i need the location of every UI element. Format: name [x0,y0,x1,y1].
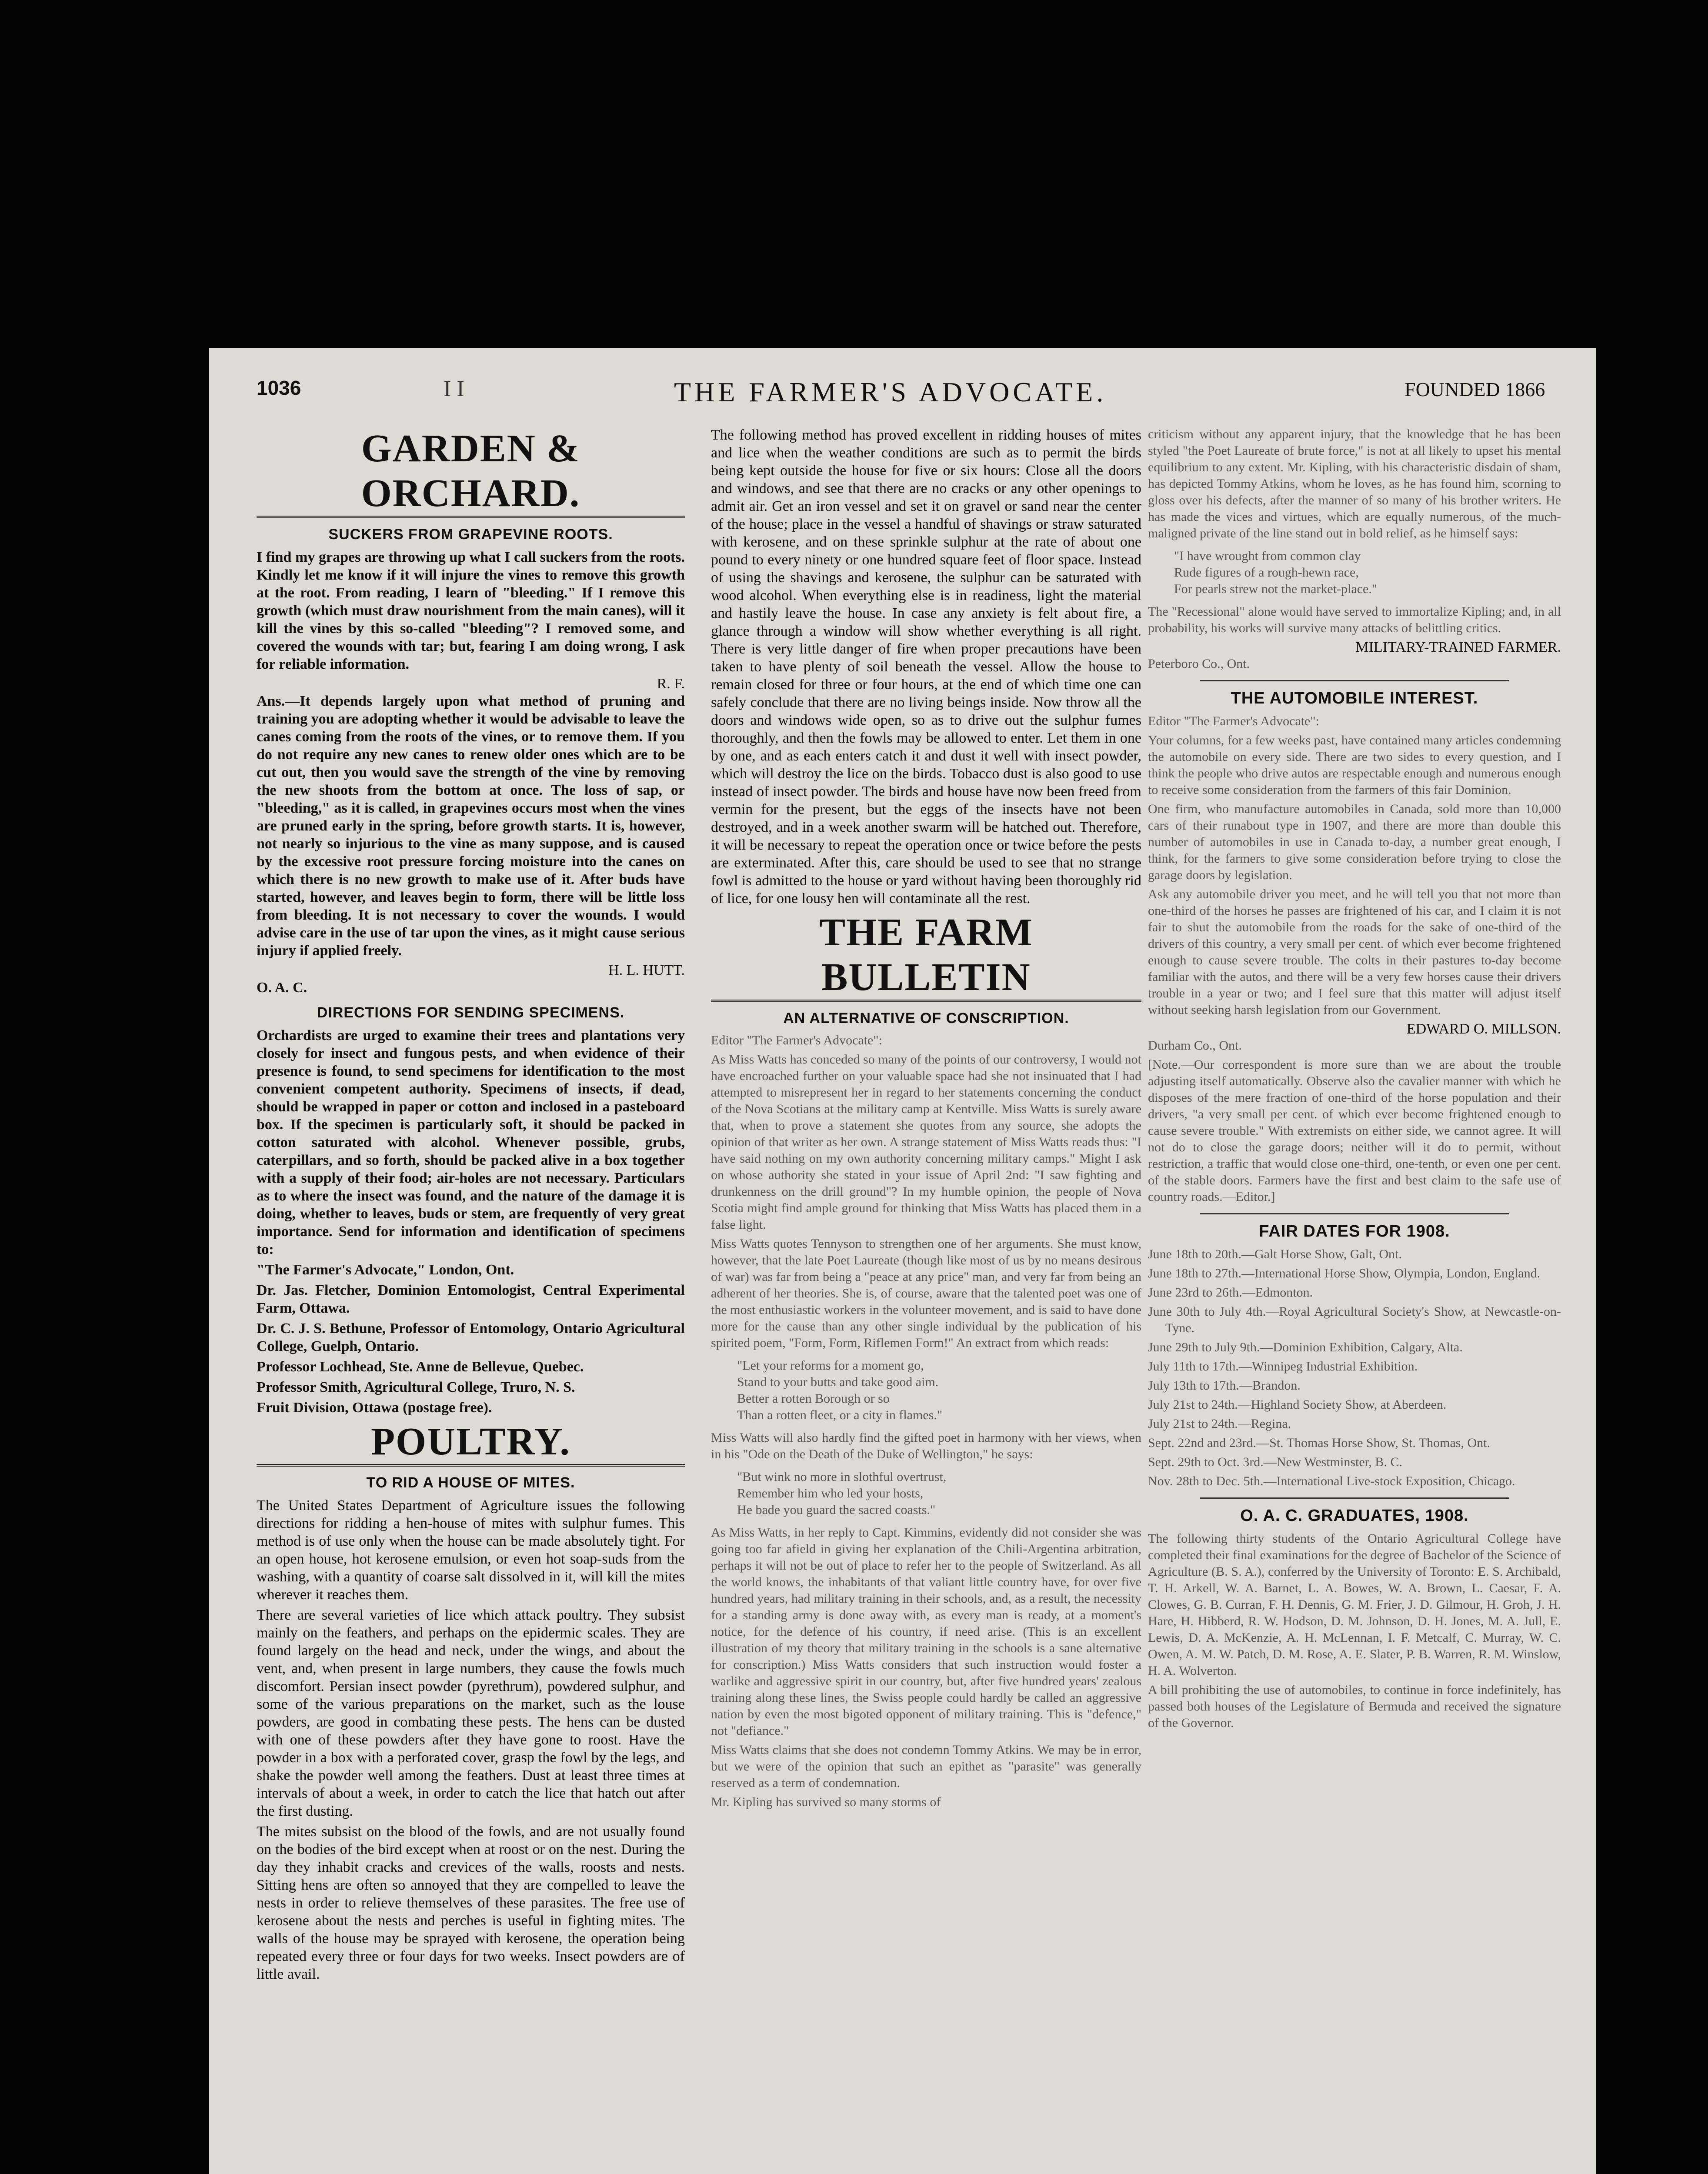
poem-line: "I have wrought from common clay [1174,549,1361,563]
section-banner-poultry: POULTRY. [257,1419,685,1467]
article-paragraph: Miss Watts quotes Tennyson to strengthen one of her arguments. She must know, however, that the late Poet Laureate (though like most of us by no means desirous of war) was far from being a "peace at any price" man, and very far from being an adherent of her theories. She is, of course, aware that the talented poet was one of the most enthusiastic workers in the volunteer movement, and is said to have done more for the cause than any other single individual by the publication of his spirited poem, "Form, Form, Riflemen Form!" An extract from which reads: [711,1237,1141,1350]
fair-date-item: June 18th to 20th.—Galt Horse Show, Galt, Ont. [1148,1247,1402,1261]
fair-date-item: June 18th to 27th.—International Horse Show, Olympia, London, England. [1148,1266,1541,1280]
divider [1200,1497,1509,1499]
article-paragraph: Miss Watts will also hardly find the gifted poet in harmony with her views, when in his "Ode on the Death of the Duke of Wellington," he says: [711,1430,1141,1461]
section-banner-farm-bulletin: THE FARM BULLETIN [711,910,1141,1002]
article-paragraph: I find my grapes are throwing up what I call suckers from the roots. Kindly let me know if it will injure the vines to remove this growth at the root. From reading, I learn of "bleeding." If I remove this growth (which must draw nourishment from the main canes), will it kill the vines by this so-called "bleeding"? I removed some, and covered the wounds with tar; but, fearing I am doing wrong, I ask for reliable information. [257,549,685,672]
fair-date-item: July 13th to 17th.—Brandon. [1148,1378,1301,1393]
article-paragraph: The United States Department of Agriculture issues the following directions for ridding a hen-house of mites with sulphur fumes. This method is of use only when the house can be made absolutely tight. For an open house, hot kerosene emulsion, or even hot soap-suds from the washing, with a quantity of coarse salt dissolved in it, will kill the mites wherever it reaches them. [257,1497,685,1603]
article-paragraph: The mites subsist on the blood of the fowls, and are not usually found on the bodies of the bird except when at roost or on the nest. During the day they inhabit cracks and crevices of the walls, roosts and nests. Sitting hens are often so annoyed that they are compelled to leave the nests in order to relieve themselves of these parasites. The free use of kerosene about the nests and perches is useful in fighting mites. The walls of the house may be sprayed with kerosene, the operation being repeated every three or four days for two weeks. Insect powders are of little avail. [257,1824,685,1982]
poem-line: For pearls strew not the market-place." [1174,582,1378,596]
signature: MILITARY-TRAINED FARMER. [1355,639,1561,655]
editor-line: Editor "The Farmer's Advocate": [711,1033,882,1047]
poem-quote [737,1469,1141,1518]
signature: H. L. HUTT. [608,962,685,978]
fair-dates-list [1148,1246,1561,1490]
fair-date-item: Nov. 28th to Dec. 5th.—International Live-stock Exposition, Chicago. [1148,1474,1515,1488]
fair-date-item: July 21st to 24th.—Highland Society Show, at Aberdeen. [1148,1397,1447,1412]
fair-date-item: July 11th to 17th.—Winnipeg Industrial Exhibition. [1148,1359,1418,1374]
editor-note: [Note.—Our correspondent is more sure than we are about the trouble adjusting itself automatically. Observe also the cavalier manner with which he disposes of the mere fraction of one-third of the horse population and their drivers, "a very small per cent. of which ever become frightened enough to cause severe trouble." With extremists on either side, we cannot agree. It will not do to close the garage doors; neither will it do to permit, without restriction, a traffic that would close one-third, one-tenth, or even one per cent. of the stable doors. Farmers have the first and best claim to the safe use of country roads.—Editor.] [1148,1057,1561,1204]
founded-line: FOUNDED 1866 [1404,378,1545,400]
editor-line: Editor "The Farmer's Advocate": [1148,714,1319,728]
poem-line: Rude figures of a rough-hewn race, [1174,565,1359,580]
article-paragraph: A bill prohibiting the use of automobiles, to continue in force indefinitely, has passed both houses of the Legislature of Bermuda and received the signature of the Governor. [1148,1683,1561,1730]
column-2 [711,426,1141,1813]
poem-quote [1174,548,1561,597]
article-paragraph: Miss Watts claims that she does not condemn Tommy Atkins. We may be in error, but we were of the opinion that such an epithet as "parasite" was generally reserved as a term of condemnation. [711,1743,1141,1790]
place-line: Durham Co., Ont. [1148,1038,1242,1053]
masthead: THE FARMER'S ADVOCATE. [674,377,1107,407]
poem-line: Stand to your butts and take good aim. [737,1375,939,1389]
article-paragraph: There are several varieties of lice which attack poultry. They subsist mainly on the feathers, and perhaps on the epidermic scales. They are found largely on the head and neck, under the wings, and about the vent, and, when present in large numbers, they cause the fowls much discomfort. Persian insect powder (pyrethrum), powdered sulphur, and some of the various preparations on the market, such as the louse powders, are good in combating these pests. The hens can be dusted with one of these powders after they have gone to roost. Have the powder in a box with a perforated cover, grasp the fowl by the legs, and shake the powder well among the feathers. Dust at least three times at intervals of about a week, in order to catch the lice that hatch out after the first dusting. [257,1607,685,1819]
poem-quote [737,1357,1141,1424]
fair-date-item: June 29th to July 9th.—Dominion Exhibition, Calgary, Alta. [1148,1340,1463,1354]
poem-line: Than a rotten fleet, or a city in flames." [737,1408,943,1422]
article-paragraph: As Miss Watts has conceded so many of the points of our controversy, I would not have encroached further on your valuable space had she not insinuated that I had attempted to misrepresent her in regard to her statements concerning the conduct of the Nova Scotians at the military camp at Kentville. Miss Watts is surely aware that, when to prove a statement she quotes from any source, she adopts the opinion of that writer as her own. A strange statement of Miss Watts reads thus: "I have said nothing on my own authority concerning military camps." Might I ask on whose authority she stated in your issue of April 2nd: "I saw fighting and drunkenness on the drill ground"? In my humble opinion, the people of Nova Scotia might find ample ground for thinking that Miss Watts has placed them in a false light. [711,1052,1141,1232]
column-3 [1148,426,1561,1734]
poem-line: Better a rotten Borough or so [737,1391,890,1406]
article-paragraph: The "Recessional" alone would have served to immortalize Kipling; and, in all probability, his works will survive many attacks of belittling critics. [1148,604,1561,635]
fair-date-item: June 23rd to 26th.—Edmonton. [1148,1285,1313,1300]
heading-conscription: AN ALTERNATIVE OF CONSCRIPTION. [783,1010,1069,1027]
divider [1200,1213,1509,1214]
fair-date-item: Sept. 29th to Oct. 3rd.—New Westminster, B. C. [1148,1455,1402,1469]
heading-mites: TO RID A HOUSE OF MITES. [366,1474,575,1491]
fair-date-item: July 21st to 24th.—Regina. [1148,1417,1291,1431]
column-1 [257,426,685,1986]
heading-suckers: SUCKERS FROM GRAPEVINE ROOTS. [328,526,613,543]
poem-line: He bade you guard the sacred coasts." [737,1503,936,1517]
section-banner-garden: GARDEN & ORCHARD. [257,426,685,518]
article-paragraph: Ans.—It depends largely upon what method of pruning and training you are adopting whether it would be advisable to leave the canes coming from the roots of the vines, or to remove them. If you do not require any new canes to renew older ones which are to be cut out, then you would save the strength of the vine by removing the new shoots from the bottom at once. The loss of sap, or "bleeding," as it is called, in grapevines occurs most when the vines are pruned early in the spring, before growth starts. It is, however, not nearly so injurious to the vine as many suppose, and is caused by the excessive root pressure forcing moisture into the canes on which there is no new growth to make use of it. After buds have started, however, and leaves begin to form, there will be little loss from bleeding. It is not necessary to cover the wounds. I would advise care in the use of tar upon the vines, as it might cause serious injury if applied freely. [257,693,685,959]
address-line: Professor Lochhead, Ste. Anne de Bellevue, Quebec. [257,1359,584,1375]
article-paragraph: Mr. Kipling has survived so many storms of [711,1795,941,1809]
address-line: Professor Smith, Agricultural College, Truro, N. S. [257,1379,575,1395]
place-line: Peterboro Co., Ont. [1148,657,1250,671]
article-paragraph: The following method has proved excellent in ridding houses of mites and lice when the weather conditions are such as to permit the birds being kept outside the house for five or six hours: Close all the doors and windows, and see that there are no cracks or any other openings to admit air. Get an iron vessel and set it on gravel or sand near the center of the house; place in the vessel a handful of shavings or straw saturated with kerosene, and on these sprinkle sulphur at the rate of about one pound to every ninety or one hundred square feet of floor space. Instead of using the shavings and kerosene, the sulphur can be saturated with wood alcohol. When everything else is in readiness, light the material and hastily leave the house. In case any anxiety is felt about fire, a glance through a window will show whether everything is all right. There is very little danger of fire when proper precautions have been taken to have plenty of soil beneath the vessel. Allow the house to remain closed for three or four hours, at the end of which time one can safely conclude that there are no living beings inside. Now throw all the doors and windows wide open, so as to drive out the sulphur fumes thoroughly, and then the fowls may be allowed to enter. Let them in one by one, and as each enters catch it and dust it well with insect powder, which will destroy the lice on the birds. Tobacco dust is also good to use instead of insect powder. The birds and house have now been freed from vermin for the present, but the eggs of the insects have not been destroyed, and in a week another swarm will be hatched out. Therefore, it will be necessary to repeat the operation once or twice before the pests are exterminated. After this, care should be used to see that no strange fowl is admitted to the house or yard without having been thoroughly rid of lice, for one lousy hen will contaminate all the rest. [711,427,1141,907]
fair-date-item: June 30th to July 4th.—Royal Agricultural Society's Show, at Newcastle-on-Tyne. [1148,1304,1561,1335]
article-paragraph: O. A. C. [257,980,307,996]
signature: R. F. [657,676,685,692]
poem-line: "But wink no more in slothful overtrust, [737,1470,947,1484]
heading-graduates: O. A. C. GRADUATES, 1908. [1240,1507,1469,1525]
heading-specimens: DIRECTIONS FOR SENDING SPECIMENS. [317,1004,625,1021]
article-paragraph: Your columns, for a few weeks past, have contained many articles condemning the automobile on every side. There are two sides to every question, and I think the people who drive autos are respectable enough and numerous enough to receive some consideration from the farmers of this fair Dominion. [1148,733,1561,797]
article-paragraph: criticism without any apparent injury, that the knowledge that he has been styled "the Poet Laureate of brute force," is not at all likely to upset his mental equilibrium to any extent. Mr. Kipling, with his characteristic disdain of sham, has depicted Tommy Atkins, whom he loves, as he has found him, scorning to gloss over his defects, after the manner of so many of his brother writers. He has made the vices and virtues, which are equally numerous, of the much-maligned private of the line stand out in bold relief, as he himself says: [1148,427,1561,540]
article-paragraph: Ask any automobile driver you meet, and he will tell you that not more than one-third of the horses he passes are frightened of his car, and I claim it is not fair to shut the automobile from the roads for the sake of one-third of the drivers of this country, a very small per cent. of which ever become frightened enough to cause severe trouble. The colts in their pastures to-day become familiar with the autos, and there will be a very few horses cause their drivers trouble in a year or two; and I feel sure that this matter will adjust itself without seeking harsh legislation from our Government. [1148,887,1561,1017]
heading-fair-dates: FAIR DATES FOR 1908. [1259,1222,1450,1240]
address-line: Dr. C. J. S. Bethune, Professor of Entomology, Ontario Agricultural College, Guelph, Ontario. [257,1320,685,1354]
heading-automobile: THE AUTOMOBILE INTEREST. [1231,689,1478,707]
article-paragraph: The following thirty students of the Ontario Agricultural College have completed their final examinations for the degree of Bachelor of the Science of Agriculture (B. S. A.), conferred by the University of Toronto: E. S. Archibald, T. H. Arkell, W. A. Barnet, L. A. Bowes, W. A. Brown, L. Caesar, F. A. Clowes, G. B. Curran, F. H. Dennis, G. M. Frier, J. D. Gilmour, H. Groh, J. H. Hare, H. Hibberd, R. W. Hodson, D. M. Johnson, D. H. Jones, M. A. Jull, E. Lewis, D. A. McKenzie, A. H. McLennan, I. F. Metcalf, C. Murray, W. C. Owen, A. M. W. Patch, D. M. Rose, A. E. Slater, P. B. Warren, R. M. Winslow, H. A. Wolverton. [1148,1531,1561,1678]
page-number: 1036 [257,377,301,399]
article-paragraph: Orchardists are urged to examine their trees and plantations very closely for insect and fungous pests, and when evidence of their presence is found, to send specimens for identification to the most convenient competent authority. Specimens of insects, if dead, should be wrapped in paper or cotton and inclosed in a pasteboard box. If the specimen is particularly soft, it should be packed in cotton saturated with alcohol. Whenever possible, grubs, caterpillars, and so forth, should be packed alive in a box together with a supply of their food; air-holes are not necessary. Particulars as to where the insect was found, and the nature of the damage it is doing, whether to leaves, buds or stem, are frequently of very great importance. Send for information and identification of specimens to: [257,1027,685,1257]
article-paragraph: As Miss Watts, in her reply to Capt. Kimmins, evidently did not consider she was going too far afield in giving her explanation of the Chili-Argentina arbitration, perhaps it will not be out of place to refer her to the people of Switzerland. As all the world knows, the inhabitants of that valiant little country have, for over five hundred years, had military training in their schools, and, as a result, the necessity for a standing army is done away with, as every man is ready, at a moment's notice, for the defence of his country, if need arise. (This is an excellent illustration of my theory that military training in the schools is a sane alternative for conscription.) Miss Watts considers that such instruction would foster a warlike and aggressive spirit in our country, but, after five hundred years' zealous training along these lines, the Swiss people could hardly be called an aggressive nation by even the most bigoted opponent of military training. This is "defence," not "defiance." [711,1525,1141,1738]
address-line: Fruit Division, Ottawa (postage free). [257,1400,492,1416]
signature: EDWARD O. MILLSON. [1406,1021,1561,1037]
divider [1200,680,1509,681]
fair-date-item: Sept. 22nd and 23rd.—St. Thomas Horse Show, St. Thomas, Ont. [1148,1436,1490,1450]
poem-line: "Let your reforms for a moment go, [737,1358,924,1373]
page-marks: I I [444,377,464,401]
address-line: "The Farmer's Advocate," London, Ont. [257,1262,514,1278]
article-paragraph: One firm, who manufacture automobiles in Canada, sold more than 10,000 cars of their runabout type in 1907, and there are more than double this number of automobiles in use in Canada to-day, a number great enough, I think, for the farmers to give some consideration before trying to close the garage doors by legislation. [1148,802,1561,882]
page-header [257,376,1552,411]
poem-line: Remember him who led your hosts, [737,1486,924,1500]
address-line: Dr. Jas. Fletcher, Dominion Entomologist, Central Experimental Farm, Ottawa. [257,1282,685,1316]
